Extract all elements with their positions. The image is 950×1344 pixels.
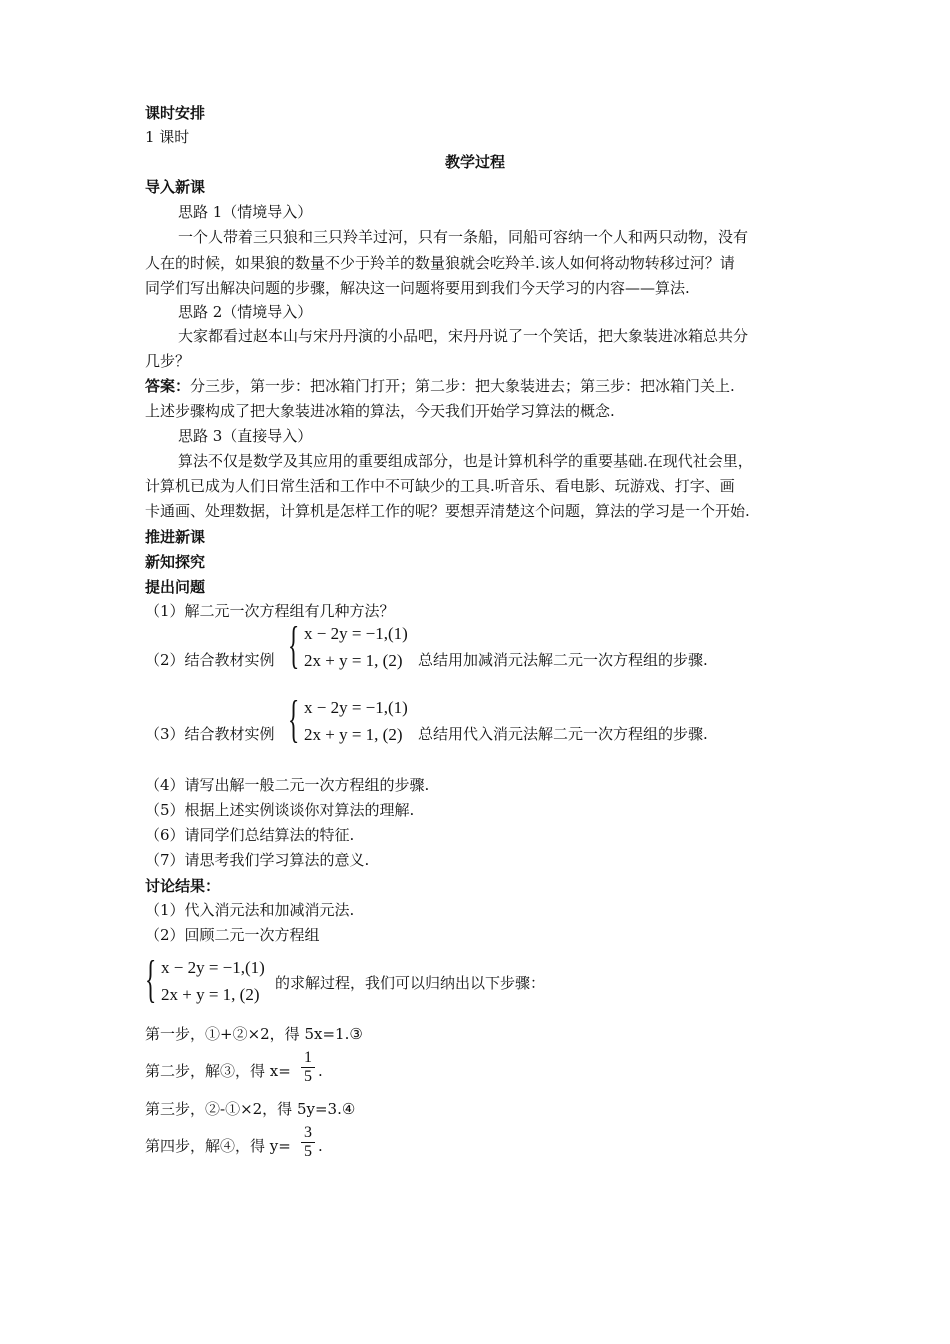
question-2-pre: （2）结合教材实例: [145, 651, 275, 669]
fraction-numerator: 1: [301, 1049, 315, 1068]
paragraph-line: 卡通画、处理数据，计算机是怎样工作的呢？要想弄清楚这个问题，算法的学习是一个开始.: [145, 502, 750, 520]
equation-1: x − 2y = −1,(1): [304, 698, 408, 717]
paragraph-line: 同学们写出解决问题的步骤，解决这一问题将要用到我们今天学习的内容——算法.: [145, 279, 690, 297]
section-heading: 推进新课: [145, 528, 206, 546]
fraction-denominator: 5: [304, 1068, 312, 1085]
paragraph-line: 计算机已成为人们日常生活和工作中不可缺少的工具.听音乐、看电影、玩游戏、打字、画: [145, 477, 735, 495]
paragraph-line: 一个人带着三只狼和三只羚羊过河，只有一条船，同船可容纳一个人和两只动物，没有: [178, 228, 749, 246]
equation-1: x − 2y = −1,(1): [161, 958, 265, 977]
step-4-period: .: [318, 1137, 323, 1155]
process-title: 教学过程: [444, 153, 505, 171]
question-6: （6）请同学们总结算法的特征.: [145, 826, 355, 844]
brace-icon: {: [288, 691, 300, 748]
brace-icon: {: [288, 617, 300, 674]
question-5: （5）根据上述实例谈谈你对算法的理解.: [145, 801, 415, 819]
step-1: 第一步，①+②×2，得 5x=1.③: [145, 1025, 363, 1043]
paragraph-line: 大家都看过赵本山与宋丹丹演的小品吧，宋丹丹说了一个笑话，把大象装进冰箱总共分: [178, 327, 749, 345]
answer-line: [145, 376, 735, 396]
discussion-heading: 讨论结果：: [145, 877, 221, 895]
fraction-numerator: 3: [301, 1124, 315, 1143]
idea3-label: 思路 3（直接导入）: [178, 427, 313, 445]
step-2: 第二步，解③，得 x=: [145, 1062, 291, 1080]
equation-2: 2x + y = 1, (2): [161, 985, 260, 1004]
section-heading: 新知探究: [145, 553, 206, 571]
result-2-post: 的求解过程，我们可以归纳出以下步骤：: [275, 974, 546, 992]
schedule-value: 1 课时: [145, 128, 190, 146]
equation-2: 2x + y = 1, (2): [304, 651, 403, 670]
question-3-pre: （3）结合教材实例: [145, 725, 275, 743]
paragraph-line: 算法不仅是数学及其应用的重要组成部分，也是计算机科学的重要基础.在现代社会里，: [178, 452, 753, 470]
result-1: （1）代入消元法和加减消元法.: [145, 901, 355, 919]
equation-1: x − 2y = −1,(1): [304, 624, 408, 643]
idea2-label: 思路 2（情境导入）: [178, 303, 313, 321]
step-4: 第四步，解④，得 y=: [145, 1137, 291, 1155]
step-2-period: .: [318, 1062, 323, 1080]
answer-text: 分三步，第一步：把冰箱门打开；第二步：把大象装进去；第三步：把冰箱门关上.: [190, 377, 735, 395]
question-2-post: 总结用加减消元法解二元一次方程组的步骤.: [418, 651, 708, 669]
fraction-denominator: 5: [304, 1143, 312, 1160]
paragraph-line: 上述步骤构成了把大象装进冰箱的算法，今天我们开始学习算法的概念.: [145, 402, 615, 420]
answer-label: 答案：: [145, 377, 191, 395]
fraction: [301, 1049, 315, 1086]
equation-2: 2x + y = 1, (2): [304, 725, 403, 744]
question-1: （1）解二元一次方程组有几种方法？: [145, 602, 395, 620]
question-7: （7）请思考我们学习算法的意义.: [145, 851, 370, 869]
schedule-title: 课时安排: [145, 104, 206, 122]
paragraph-line: 几步？: [145, 352, 191, 370]
intro-heading: 导入新课: [145, 178, 206, 196]
question-4: （4）请写出解一般二元一次方程组的步骤.: [145, 776, 430, 794]
fraction: [301, 1124, 315, 1161]
idea1-label: 思路 1（情境导入）: [178, 203, 313, 221]
section-heading: 提出问题: [145, 578, 206, 596]
brace-icon: {: [145, 951, 157, 1008]
question-3-post: 总结用代入消元法解二元一次方程组的步骤.: [418, 725, 708, 743]
paragraph-line: 人在的时候，如果狼的数量不少于羚羊的数量狼就会吃羚羊.该人如何将动物转移过河？请: [145, 254, 735, 272]
result-2: （2）回顾二元一次方程组: [145, 926, 320, 944]
step-3: 第三步，②-①×2，得 5y=3.④: [145, 1100, 356, 1118]
